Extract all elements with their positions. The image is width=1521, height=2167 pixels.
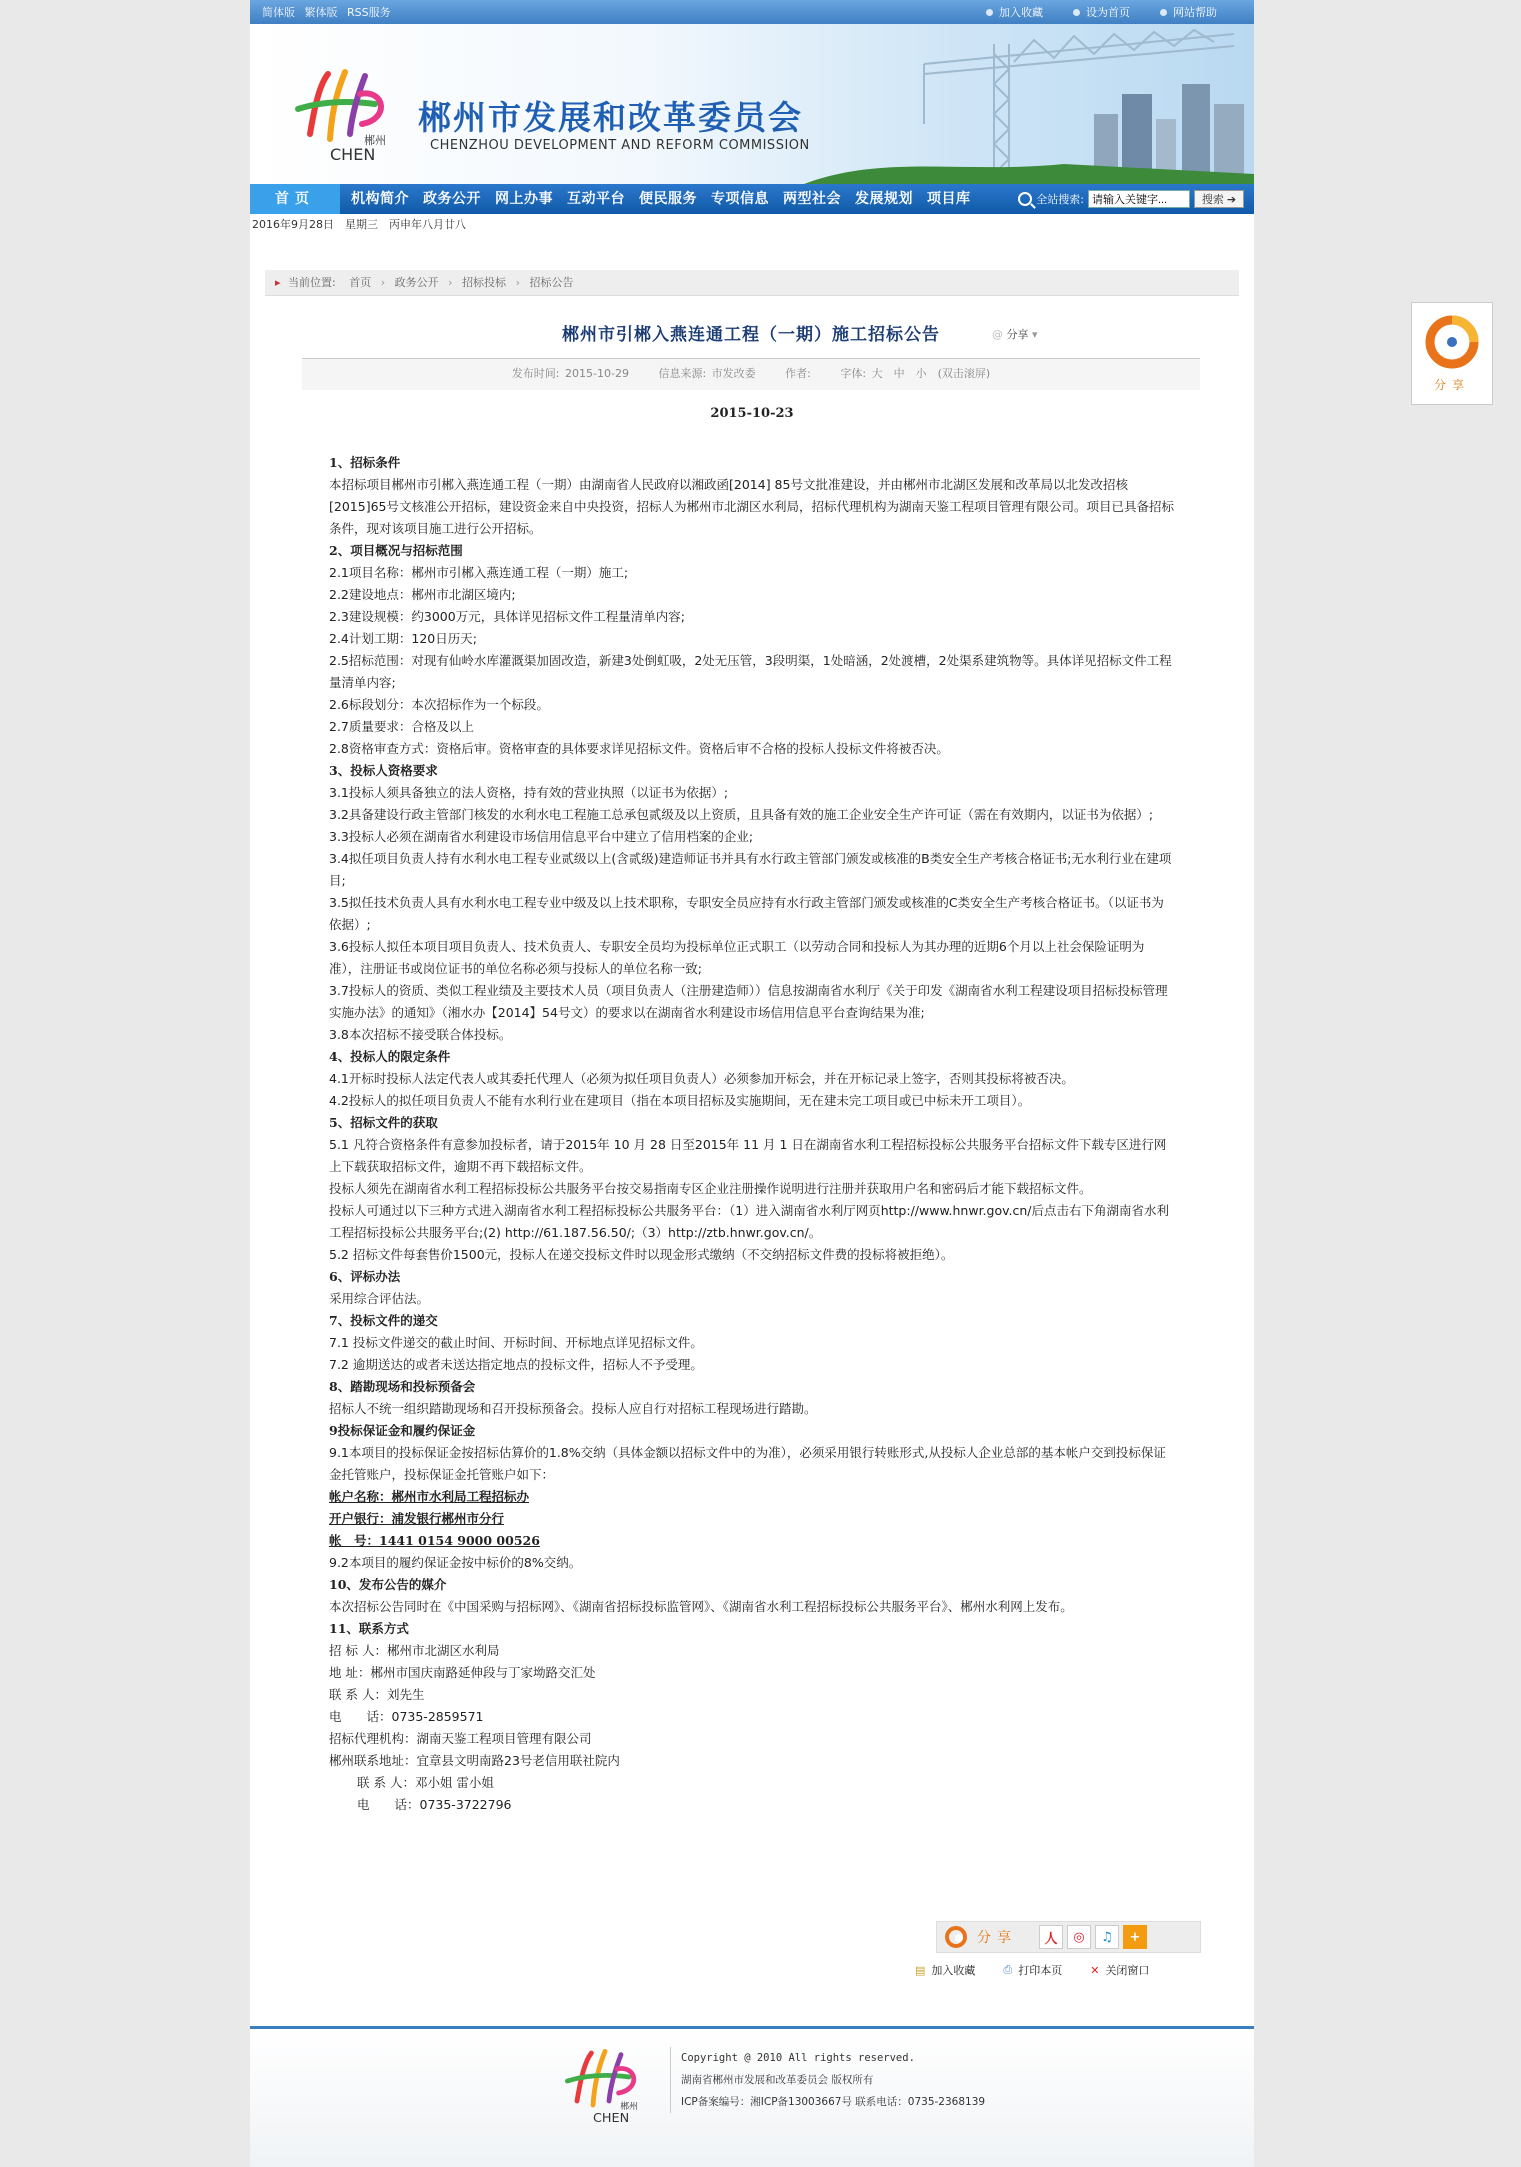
article-paragraph: 招标人不统一组织踏勘现场和召开投标预备会。投标人应自行对招标工程现场进行踏勘。: [329, 1401, 817, 1416]
breadcrumb-bidding[interactable]: 招标投标: [462, 276, 507, 289]
section-heading: 10、发布公告的媒介: [329, 1577, 447, 1592]
publish-time: 发布时间: 2015-10-29: [511, 367, 629, 380]
bullet-icon: [1073, 9, 1080, 16]
site-search: [1018, 190, 1254, 208]
share-label: 分享: [1006, 328, 1029, 341]
section-heading: 3、投标人资格要求: [329, 763, 438, 778]
share-side-label: 分享: [1433, 378, 1470, 392]
site-title-english: CHENZHOU DEVELOPMENT AND REFORM COMMISSION: [430, 138, 810, 153]
svg-text:郴州: 郴州: [620, 2102, 638, 2112]
icp-info: ICP备案编号：湘ICP备13003667号 联系电话：0735-2368139: [681, 2096, 986, 2108]
section-heading: 7、投标文件的递交: [329, 1313, 438, 1328]
article-paragraph: 电 话：0735-3722796: [357, 1797, 512, 1812]
article-paragraph: 7.2 逾期送达的或者未送达指定地点的投标文件，招标人不予受理。: [329, 1357, 703, 1372]
article-paragraph: 联 系 人：邓小姐 雷小姐: [357, 1775, 494, 1790]
article-paragraph: 联 系 人：刘先生: [329, 1687, 425, 1702]
owner: 湖南省郴州市发展和改革委员会 版权所有: [681, 2074, 874, 2086]
copyright: Copyright @ 2010 All rights reserved.: [681, 2052, 915, 2064]
article-paragraph: 3.3投标人必须在湖南省水利建设市场信用信息平台中建立了信用档案的企业;: [329, 829, 754, 844]
page-container: [250, 0, 1254, 2167]
current-date: 2016年9月28日 星期三 丙申年八月廿八: [252, 218, 466, 231]
article-paragraph: 3.2具备建设行政主管部门核发的水利水电工程施工总承包贰级及以上资质，且具备有效的施工企业安全生产许可证（需在有效期内，以证书为依据）;: [329, 807, 1154, 822]
article-paragraph: 2.4计划工期：120日历天;: [329, 631, 477, 646]
share-dropdown[interactable]: [992, 326, 1038, 342]
article-paragraph: 4.1开标时投标人法定代表人或其委托代理人（必须为拟任项目负责人）必须参加开标会，并在开标记录上签字，否则其投标将被否决。: [329, 1071, 1074, 1086]
breadcrumb-government-affairs[interactable]: 政务公开: [394, 276, 439, 289]
article-paragraph: 本招标项目郴州市引郴入燕连通工程（一期）由湖南省人民政府以湘政函[2014] 85号文批准建设，并由郴州市北湖区发展和改革局以北发改招核[2015]65号文核准公开招标，建设资金来自中央投资，招标人为郴州市北湖区水利局，招标代理机构为湖南天鉴工程项目管理有限公司。项目已具备招标条件，现对该项目施工进行公开招标。: [329, 477, 1174, 536]
section-heading: 11、联系方式: [329, 1621, 409, 1636]
bullet-icon: [1160, 9, 1167, 16]
share-logo-icon: [1424, 314, 1480, 370]
site-logo[interactable]: [290, 64, 400, 164]
chevron-right-icon: ›: [380, 276, 386, 289]
article-paragraph: 3.7投标人的资质、类似工程业绩及主要技术人员（项目负责人（注册建造师））信息按湖南省水利厅《关于印发《湖南省水利工程建设项目招标投标管理实施办法》的通知》（湘水办【2014】54号文）的要求以在湖南省水利建设市场信用信息平台查询结果为准;: [329, 983, 1168, 1020]
search-icon: [1018, 192, 1032, 206]
section-heading: 2、项目概况与招标范围: [329, 543, 463, 558]
share-icon: @: [992, 328, 1003, 341]
add-favorite-link[interactable]: 加入收藏: [986, 4, 1043, 20]
section-heading: 6、评标办法: [329, 1269, 401, 1284]
nav-item-interaction[interactable]: 互动平台: [567, 191, 625, 207]
article-paragraph: 5.2 招标文件每套售价1500元，投标人在递交投标文件时以现金形式缴纳（不交纳招标文件费的投标将被拒绝）。: [329, 1247, 954, 1262]
article-paragraph: 3.4拟任项目负责人持有水利水电工程专业贰级以上(含贰级)建造师证书并具有水行政主管部门颁发或核准的B类安全生产考核合格证书;无水利行业在建项目;: [329, 851, 1172, 888]
breadcrumb-home[interactable]: 首页: [349, 276, 372, 289]
nav-item-home[interactable]: 首页: [250, 184, 340, 214]
article-paragraph: 帐 号：1441 0154 9000 00526: [329, 1533, 540, 1548]
article-paragraph: 帐户名称：郴州市水利局工程招标办: [329, 1489, 530, 1504]
article-paragraph: 2.8资格审查方式：资格后审。资格审查的具体要求详见招标文件。资格后审不合格的投标人投标文件将被否决。: [329, 741, 949, 756]
article-header: [302, 320, 1200, 345]
article-paragraph: 2.3建设规模：约3000万元，具体详见招标文件工程量清单内容;: [329, 609, 685, 624]
font-size-controls[interactable]: 字体: 大 中 小 (双击滚屏): [840, 367, 991, 380]
chevron-right-icon: ›: [448, 276, 453, 289]
section-heading: 1、招标条件: [329, 455, 401, 470]
article-paragraph: 5.1 凡符合资格条件有意参加投标者，请于2015年 10 月 28 日至2015年 11 月 1 日在湖南省水利工程招标投标公共服务平台招标文件下载专区进行网上下载获取招标文件，逾期不再下载招标文件。: [329, 1137, 1167, 1174]
search-input[interactable]: [1088, 190, 1190, 208]
article-paragraph: 7.1 投标文件递交的截止时间、开标时间、开标地点详见招标文件。: [329, 1335, 703, 1350]
construction-crane-illustration: [804, 24, 1254, 184]
qq-share-icon[interactable]: ♫: [1095, 1925, 1119, 1949]
nav-item-development-plan[interactable]: 发展规划: [855, 191, 913, 207]
breadcrumb: [265, 270, 1239, 296]
search-button[interactable]: 搜索 ➔: [1194, 190, 1244, 208]
article-paragraph: 招 标 人：郴州市北湖区水利局: [329, 1643, 500, 1658]
top-bar: [250, 0, 1254, 24]
nav-item-public-services[interactable]: 便民服务: [639, 191, 697, 207]
footer: [250, 2026, 1254, 2167]
article-paragraph: 4.2投标人的拟任项目负责人不能有水利行业在建项目（指在本项目招标及实施期间，无在建未完工项目或已中标未开工项目）。: [329, 1093, 1031, 1108]
svg-text:CHEN: CHEN: [330, 145, 376, 164]
section-heading: 4、投标人的限定条件: [329, 1049, 451, 1064]
printer-icon: ⎙: [1003, 1963, 1013, 1976]
svg-text:郴州: 郴州: [364, 134, 386, 147]
share-label: 分享: [977, 1930, 1017, 1946]
article-paragraph: 采用综合评估法。: [329, 1291, 430, 1306]
article-paragraph: 3.8本次招标不接受联合体投标。: [329, 1027, 512, 1042]
renren-share-icon[interactable]: 人: [1039, 1925, 1063, 1949]
header-banner: [250, 24, 1254, 184]
nav-item-project-library[interactable]: 项目库: [927, 191, 971, 207]
more-share-icon[interactable]: +: [1123, 1925, 1147, 1949]
section-heading: 8、踏勘现场和投标预备会: [329, 1379, 476, 1394]
site-help-link[interactable]: 网站帮助: [1160, 4, 1217, 20]
article-paragraph: 3.6投标人拟任本项目项目负责人、技术负责人、专职安全员均为投标单位正式职工（以劳动合同和投标人为其办理的近期6个月以上社会保险证明为准），注册证书或岗位证书的单位名称必须与投标人的单位名称一致;: [329, 939, 1145, 976]
chevron-right-icon: ›: [515, 276, 520, 289]
site-title: 郴州市发展和改革委员会: [418, 98, 803, 137]
article-body: [329, 452, 1175, 1816]
close-icon: ✕: [1090, 1963, 1100, 1977]
nav-item-government-affairs[interactable]: 政务公开: [423, 191, 481, 207]
article-paragraph: 招标代理机构：湖南天鉴工程项目管理有限公司: [329, 1731, 592, 1746]
close-window-action[interactable]: ✕ 关闭窗口: [1090, 1963, 1150, 1977]
article-meta: [302, 358, 1200, 390]
main-nav: [250, 184, 1254, 214]
article-paragraph: 3.1投标人须具备独立的法人资格，持有效的营业执照（以证书为依据）;: [329, 785, 729, 800]
nav-item-special-info[interactable]: 专项信息: [711, 191, 769, 207]
nav-item-online-services[interactable]: 网上办事: [495, 191, 553, 207]
article-paragraph: 郴州联系地址：宜章县文明南路23号老信用联社院内: [329, 1753, 620, 1768]
breadcrumb-bid-announcement[interactable]: 招标公告: [529, 276, 574, 289]
article-paragraph: 2.5招标范围：对现有仙岭水库灌溉渠加固改造，新建3处倒虹吸，2处无压管，3段明渠，1处暗涵，2处渡槽，2处渠系建筑物等。具体详见招标文件工程量清单内容;: [329, 653, 1172, 690]
article-paragraph: 开户银行：浦发银行郴州市分行: [329, 1511, 505, 1526]
set-home-link[interactable]: 设为首页: [1073, 4, 1130, 20]
article-paragraph: 9.2本项目的履约保证金按中标价的8%交纳。: [329, 1555, 582, 1570]
weibo-share-icon[interactable]: ◎: [1067, 1925, 1091, 1949]
section-heading: 5、招标文件的获取: [329, 1115, 438, 1130]
lang-simplified-link[interactable]: 简体版: [262, 6, 295, 19]
section-heading: 9投标保证金和履约保证金: [329, 1423, 476, 1438]
footer-logo: [550, 2045, 660, 2125]
article-paragraph: 2.2建设地点：郴州市北湖区境内;: [329, 587, 516, 602]
bullet-icon: [986, 9, 993, 16]
floating-share-button[interactable]: [1411, 302, 1493, 405]
search-label: 全站搜索:: [1036, 193, 1084, 206]
arrow-right-icon: ▸: [275, 276, 281, 289]
article-paragraph: 2.7质量要求：合格及以上: [329, 719, 474, 734]
folder-icon: ▤: [915, 1963, 926, 1977]
author: 作者:: [785, 367, 811, 380]
svg-text:CHEN: CHEN: [593, 2110, 630, 2125]
article-paragraph: 地 址：郴州市国庆南路延伸段与丁家坳路交汇处: [329, 1665, 596, 1680]
article-date: 2015-10-23: [710, 406, 794, 421]
lang-traditional-link[interactable]: 繁体版: [304, 6, 338, 19]
breadcrumb-label: 当前位置:: [288, 276, 336, 289]
article-paragraph: 投标人须先在湖南省水利工程招标投标公共服务平台按交易指南专区企业注册操作说明进行注册并获取用户名和密码后才能下载招标文件。: [329, 1181, 1092, 1196]
info-source: 信息来源: 市发改委: [658, 367, 756, 380]
article-paragraph: 本次招标公告同时在《中国采购与招标网》、《湖南省招标投标监管网》、《湖南省水利工程招标投标公共服务平台》、郴州水利网上发布。: [329, 1599, 1073, 1614]
article-paragraph: 2.1项目名称：郴州市引郴入燕连通工程（一期）施工;: [329, 565, 629, 580]
nav-item-two-oriented-society[interactable]: 两型社会: [783, 191, 841, 207]
article-paragraph: 电 话：0735-2859571: [329, 1709, 484, 1724]
article-paragraph: 9.1本项目的投标保证金按招标估算价的1.8%交纳（具体金额以招标文件中的为准），必须采用银行转账形式,从投标人企业总部的基本帐户交到投标保证金托管账户，投标保证金托管账户如下：: [329, 1445, 1166, 1482]
print-action[interactable]: ⎙ 打印本页: [1003, 1963, 1063, 1977]
rss-link[interactable]: RSS服务: [347, 6, 391, 19]
add-favorite-action[interactable]: ▤ 加入收藏: [915, 1963, 976, 1977]
article-title: 郴州市引郴入燕连通工程（一期）施工招标公告: [562, 325, 940, 345]
footer-info: [670, 2047, 985, 2113]
nav-item-about[interactable]: 机构简介: [351, 191, 409, 207]
page-actions: [915, 1962, 1149, 1978]
article-paragraph: 2.6标段划分：本次招标作为一个标段。: [329, 697, 549, 712]
article-paragraph: 投标人可通过以下三种方式进入湖南省水利工程招标投标公共服务平台：（1）进入湖南省水利厅网页http://www.hnwr.gov.cn/后点击右下角湖南省水利工程招标投标公共服务平台;(2) http://61.187.56.50/;（3）http://ztb.hnwr.gov.cn/。: [329, 1203, 1170, 1240]
article-paragraph: 3.5拟任技术负责人具有水利水电工程专业中级及以上技术职称，专职安全员应持有水行政主管部门颁发或核准的C类安全生产考核合格证书。（以证书为依据）;: [329, 895, 1164, 932]
share-logo-icon[interactable]: [945, 1926, 967, 1948]
arrow-right-icon: ➔: [1226, 192, 1237, 206]
chevron-down-icon: ▾: [1032, 328, 1038, 341]
share-bar: [936, 1921, 1201, 1953]
